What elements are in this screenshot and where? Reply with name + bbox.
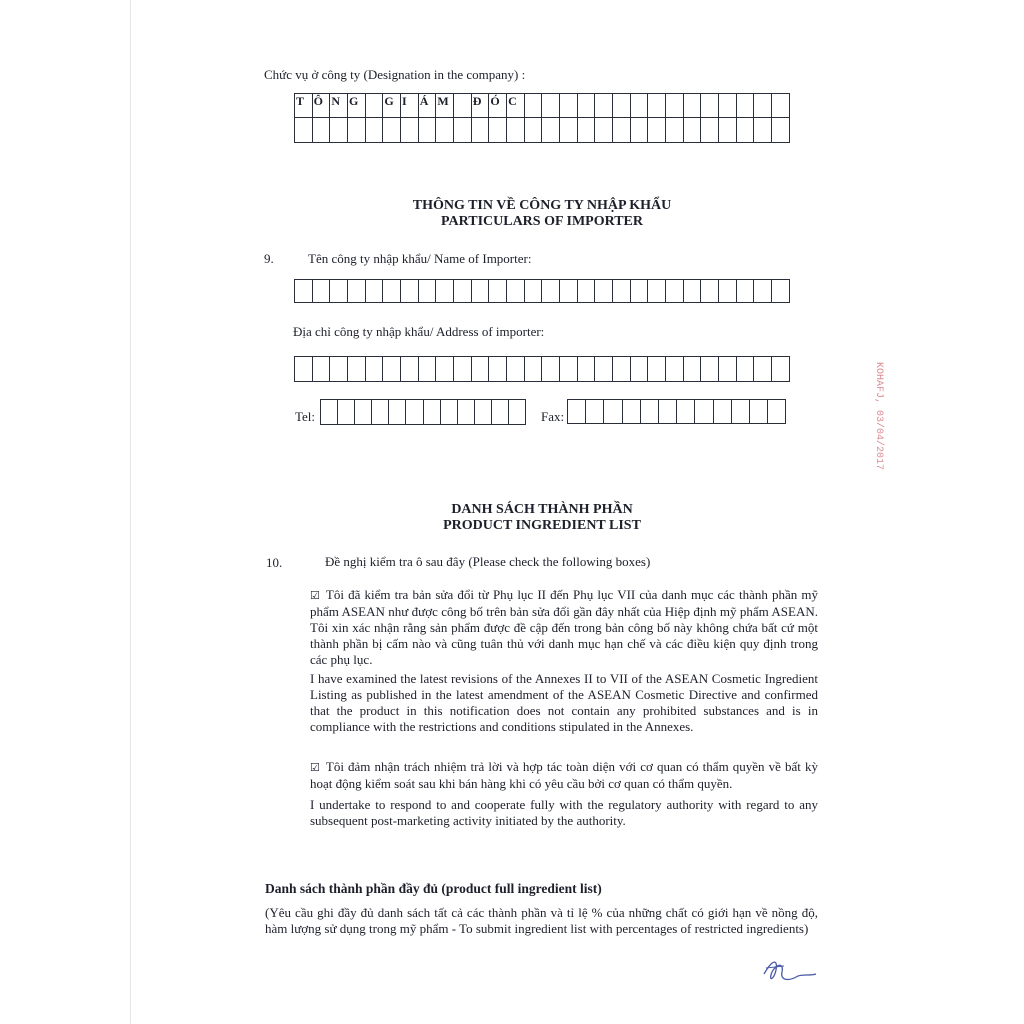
char-box[interactable]: Ó [489,94,507,118]
fax-label: Fax: [541,409,565,424]
char-box[interactable] [701,280,719,303]
char-box[interactable] [401,280,419,303]
char-box[interactable] [454,357,472,382]
checkbox-checked-icon[interactable]: ☑ [310,589,320,602]
char-box[interactable] [436,118,454,143]
item-10-text: Đề nghị kiểm tra ô sau đây (Please check the following boxes) [325,554,651,569]
check-1-vi [310,587,818,668]
char-box[interactable] [578,94,596,118]
char-box[interactable] [641,400,659,424]
tel-label: Tel: [295,409,316,424]
tel-field[interactable] [320,399,526,425]
signature-mark [758,952,820,988]
char-box[interactable] [401,118,419,143]
char-box[interactable] [568,400,586,424]
char-box[interactable] [666,118,684,143]
item-9-number: 9. [264,251,274,266]
page-margin-line [130,0,131,1024]
char-box[interactable] [604,400,622,424]
char-box[interactable] [525,280,543,303]
char-box[interactable] [701,357,719,382]
check-2-en: I undertake to respond to and cooperate fully with the regulatory authority with regard to any subsequent post-marketing activity initiated by the authority. [310,797,818,828]
char-box[interactable] [489,280,507,303]
char-box[interactable]: N [330,94,348,118]
char-box[interactable] [772,280,790,303]
importer-address-label: Địa chỉ công ty nhập khẩu/ Address of importer: [293,324,545,339]
char-box[interactable] [578,357,596,382]
char-box[interactable] [659,400,677,424]
char-box[interactable] [295,280,313,303]
item-10-number: 10. [266,555,283,570]
char-box[interactable] [623,400,641,424]
char-box[interactable] [560,357,578,382]
char-box[interactable] [754,118,772,143]
char-box[interactable] [366,280,384,303]
char-box[interactable] [772,118,790,143]
char-box[interactable] [489,118,507,143]
char-box[interactable] [754,280,772,303]
char-box[interactable] [737,94,755,118]
checkbox-checked-icon[interactable]: ☑ [310,761,320,774]
char-box[interactable] [772,357,790,382]
char-box[interactable] [578,118,596,143]
stamp-text: KOHAFJ, 03/04/2017 [873,362,884,471]
char-box[interactable] [695,400,713,424]
char-box[interactable] [454,280,472,303]
char-box[interactable] [631,94,649,118]
char-box[interactable] [648,118,666,143]
char-box[interactable] [714,400,732,424]
char-box[interactable] [719,118,737,143]
char-box[interactable] [372,400,389,425]
char-box[interactable] [595,357,613,382]
char-box[interactable] [631,280,649,303]
char-box[interactable] [613,94,631,118]
char-box[interactable] [648,94,666,118]
char-box[interactable] [295,357,313,382]
char-box[interactable] [472,280,490,303]
char-box[interactable] [648,280,666,303]
char-box[interactable] [525,118,543,143]
char-box[interactable] [489,357,507,382]
char-box[interactable] [701,94,719,118]
char-box[interactable] [560,118,578,143]
char-box[interactable] [366,94,384,118]
ingredient-title-en: PRODUCT INGREDIENT LIST [443,518,641,533]
char-box[interactable]: G [348,94,366,118]
char-box[interactable] [772,94,790,118]
char-box[interactable] [648,357,666,382]
char-box[interactable] [454,118,472,143]
char-box[interactable] [754,94,772,118]
char-box[interactable] [701,118,719,143]
check-1-en: I have examined the latest revisions of the Annexes II to VII of the ASEAN Cosmetic Ingredient Listing as published in the latest amendment of the ASEAN Cosmetic Directive and confirmed that the product in this notification does not contain any prohibited substances and is in compliance with the restrictions and conditions stipulated in the Annexes. [310,671,818,734]
importer-name-label: Tên công ty nhập khẩu/ Name of Importer: [308,251,532,266]
char-box[interactable] [542,357,560,382]
char-box[interactable] [737,357,755,382]
char-box[interactable] [383,118,401,143]
char-box[interactable]: M [436,94,454,118]
char-box[interactable] [684,118,702,143]
ingredient-title-vi: DANH SÁCH THÀNH PHẦN [451,502,633,517]
char-box[interactable] [355,400,372,425]
char-box[interactable] [586,400,604,424]
char-box[interactable] [542,94,560,118]
char-box[interactable] [383,280,401,303]
importer-title-vi: THÔNG TIN VỀ CÔNG TY NHẬP KHẨU [412,198,672,213]
char-box[interactable] [406,400,423,425]
char-box[interactable] [613,118,631,143]
char-box[interactable] [737,280,755,303]
importer-name-field[interactable] [294,279,790,303]
char-box[interactable]: C [507,94,525,118]
char-box[interactable] [525,94,543,118]
char-box[interactable] [348,118,366,143]
designation-grid [294,93,790,143]
char-box[interactable] [507,280,525,303]
char-box[interactable] [542,118,560,143]
char-box[interactable] [595,280,613,303]
char-box[interactable] [424,400,441,425]
char-box[interactable] [666,280,684,303]
char-box[interactable] [475,400,492,425]
char-box[interactable] [750,400,768,424]
importer-title-en: PARTICULARS OF IMPORTER [440,214,644,229]
char-box[interactable] [507,118,525,143]
char-box[interactable] [295,118,313,143]
char-box[interactable] [338,400,355,425]
char-box[interactable] [330,280,348,303]
char-box[interactable] [677,400,695,424]
char-box[interactable] [401,357,419,382]
char-box[interactable] [719,280,737,303]
char-box[interactable] [313,280,331,303]
char-box[interactable] [383,357,401,382]
char-box[interactable] [441,400,458,425]
check-1-vi-text: Tôi đã kiểm tra bản sửa đổi từ Phụ lục II đến Phụ lục VII của danh mục các thành phần mỹ phẩm ASEAN như được công bố trên bản sửa đổi gần đây nhất của Hiệp định mỹ phẩm ASEAN. Tôi xin xác nhận rằng sản phẩm được đề cập đến trong bản công bố này không chứa bất cứ một thành phần bị cấm nào và cũng tuân thủ với danh mục hạn chế và các điều kiện quy định trong các phụ lục. [310,587,818,667]
char-box[interactable] [578,280,596,303]
received-stamp [868,362,886,522]
full-list-note: (Yêu cầu ghi đầy đủ danh sách tất cả các thành phần và tỉ lệ % của những chất có giới hạn về nồng độ, hàm lượng sử dụng trong mỹ phẩm - To submit ingredient list with percentages of restricted ingredients) [265,905,818,936]
char-box[interactable]: Ô [313,94,331,118]
char-box[interactable] [419,280,437,303]
importer-address-field[interactable] [294,356,790,382]
char-box[interactable] [560,280,578,303]
char-box[interactable] [666,94,684,118]
char-box[interactable] [613,280,631,303]
char-box[interactable] [458,400,475,425]
char-box[interactable] [560,94,578,118]
full-list-title: Danh sách thành phần đầy đủ (product full ingredient list) [265,881,602,896]
char-box[interactable] [507,357,525,382]
char-box[interactable]: I [401,94,419,118]
char-box[interactable] [436,357,454,382]
char-box[interactable] [472,118,490,143]
char-box[interactable] [542,280,560,303]
char-box[interactable] [454,94,472,118]
char-box[interactable]: Đ [472,94,490,118]
char-box[interactable] [631,357,649,382]
char-box[interactable] [348,357,366,382]
char-box[interactable] [419,357,437,382]
char-box[interactable] [684,280,702,303]
char-box[interactable] [330,357,348,382]
char-box[interactable]: Á [419,94,437,118]
char-box[interactable]: G [383,94,401,118]
fax-field[interactable] [567,399,786,424]
char-box[interactable] [492,400,509,425]
char-box[interactable] [321,400,338,425]
char-box[interactable] [719,357,737,382]
char-box[interactable] [737,118,755,143]
char-box[interactable] [313,357,331,382]
char-box[interactable]: T [295,94,313,118]
char-box[interactable] [366,118,384,143]
char-box[interactable] [472,357,490,382]
char-box[interactable] [509,400,526,425]
char-box[interactable] [313,118,331,143]
char-box[interactable] [348,280,366,303]
char-box[interactable] [366,357,384,382]
char-box[interactable] [419,118,437,143]
char-box[interactable] [595,118,613,143]
char-box[interactable] [684,357,702,382]
char-box[interactable] [613,357,631,382]
char-box[interactable] [666,357,684,382]
char-box[interactable] [719,94,737,118]
char-box[interactable] [436,280,454,303]
char-box[interactable] [595,94,613,118]
designation-label: Chức vụ ở công ty (Designation in the company) : [264,67,526,82]
char-box[interactable] [732,400,750,424]
char-box[interactable] [631,118,649,143]
char-box[interactable] [330,118,348,143]
char-box[interactable] [768,400,786,424]
char-box[interactable] [389,400,406,425]
char-box[interactable] [754,357,772,382]
check-2-vi-text: Tôi đảm nhận trách nhiệm trả lời và hợp tác toàn diện với cơ quan có thẩm quyền về bất kỳ hoạt động kiểm soát sau khi bán hàng khi có yêu cầu bởi cơ quan có thẩm quyền. [310,759,818,791]
check-2-vi [310,759,818,792]
char-box[interactable] [684,94,702,118]
char-box[interactable] [525,357,543,382]
